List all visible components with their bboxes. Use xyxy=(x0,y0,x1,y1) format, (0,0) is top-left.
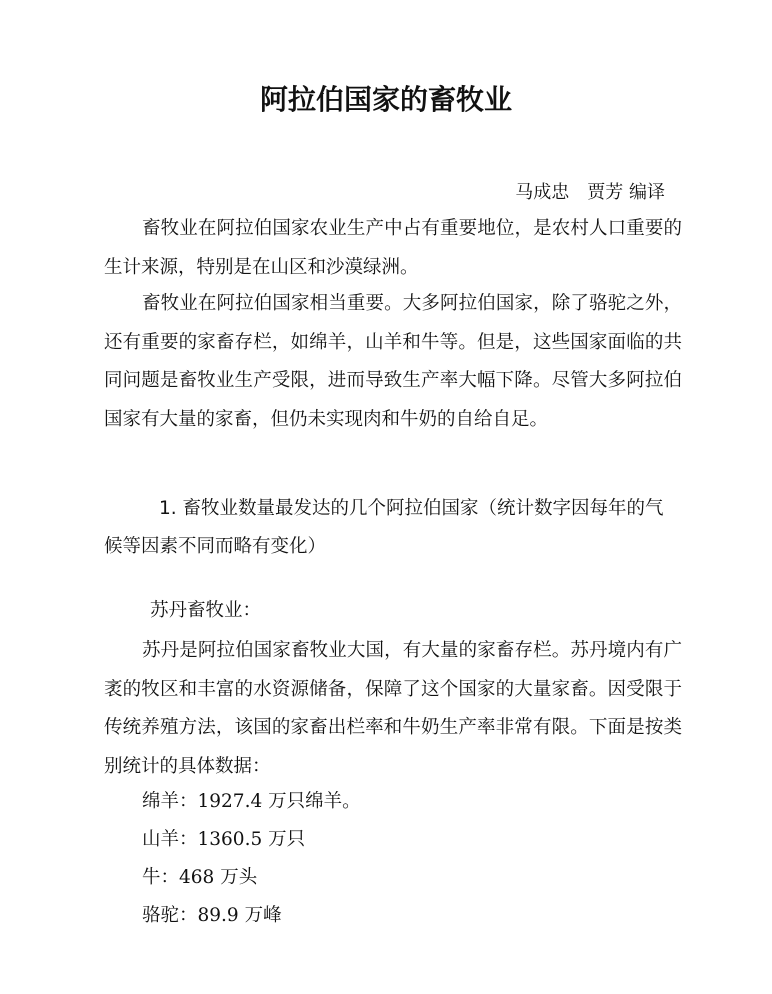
intro-paragraph-1: 畜牧业在阿拉伯国家农业生产中占有重要地位，是农村人口重要的生计来源，特别是在山区和沙漠绿洲。 xyxy=(104,218,682,278)
section-heading-1: 1. 畜牧业数量最发达的几个阿拉伯国家（统计数字因每年的气候等因素不同而略有变化） xyxy=(104,498,664,557)
sudan-heading: 苏丹畜牧业： xyxy=(150,600,262,621)
intro-paragraph-2: 畜牧业在阿拉伯国家相当重要。大多阿拉伯国家，除了骆驼之外，还有重要的家畜存栏，如绵羊，山羊和牛等。但是，这些国家面临的共同问题是畜牧业生产受限，进而导致生产率大幅下降。尽管大多阿拉伯国家有大量的家畜，但仍未实现肉和牛奶的自给自足。 xyxy=(104,293,682,430)
sudan-paragraph: 苏丹是阿拉伯国家畜牧业大国，有大量的家畜存栏。苏丹境内有广袤的牧区和丰富的水资源储备，保障了这个国家的大量家畜。因受限于传统养殖方法，该国的家畜出栏率和牛奶生产率非常有限。下面是按类别统计的具体数据： xyxy=(104,640,682,777)
document-authors: 马成忠 贾芳 编译 xyxy=(515,182,665,203)
stat-cattle: 牛：468 万头 xyxy=(142,867,258,888)
stat-goats: 山羊：1360.5 万只 xyxy=(142,829,306,850)
document-title: 阿拉伯国家的畜牧业 xyxy=(259,83,512,116)
stat-camels: 骆驼：89.9 万峰 xyxy=(142,905,282,926)
stat-sheep: 绵羊：1927.4 万只绵羊。 xyxy=(142,791,361,812)
